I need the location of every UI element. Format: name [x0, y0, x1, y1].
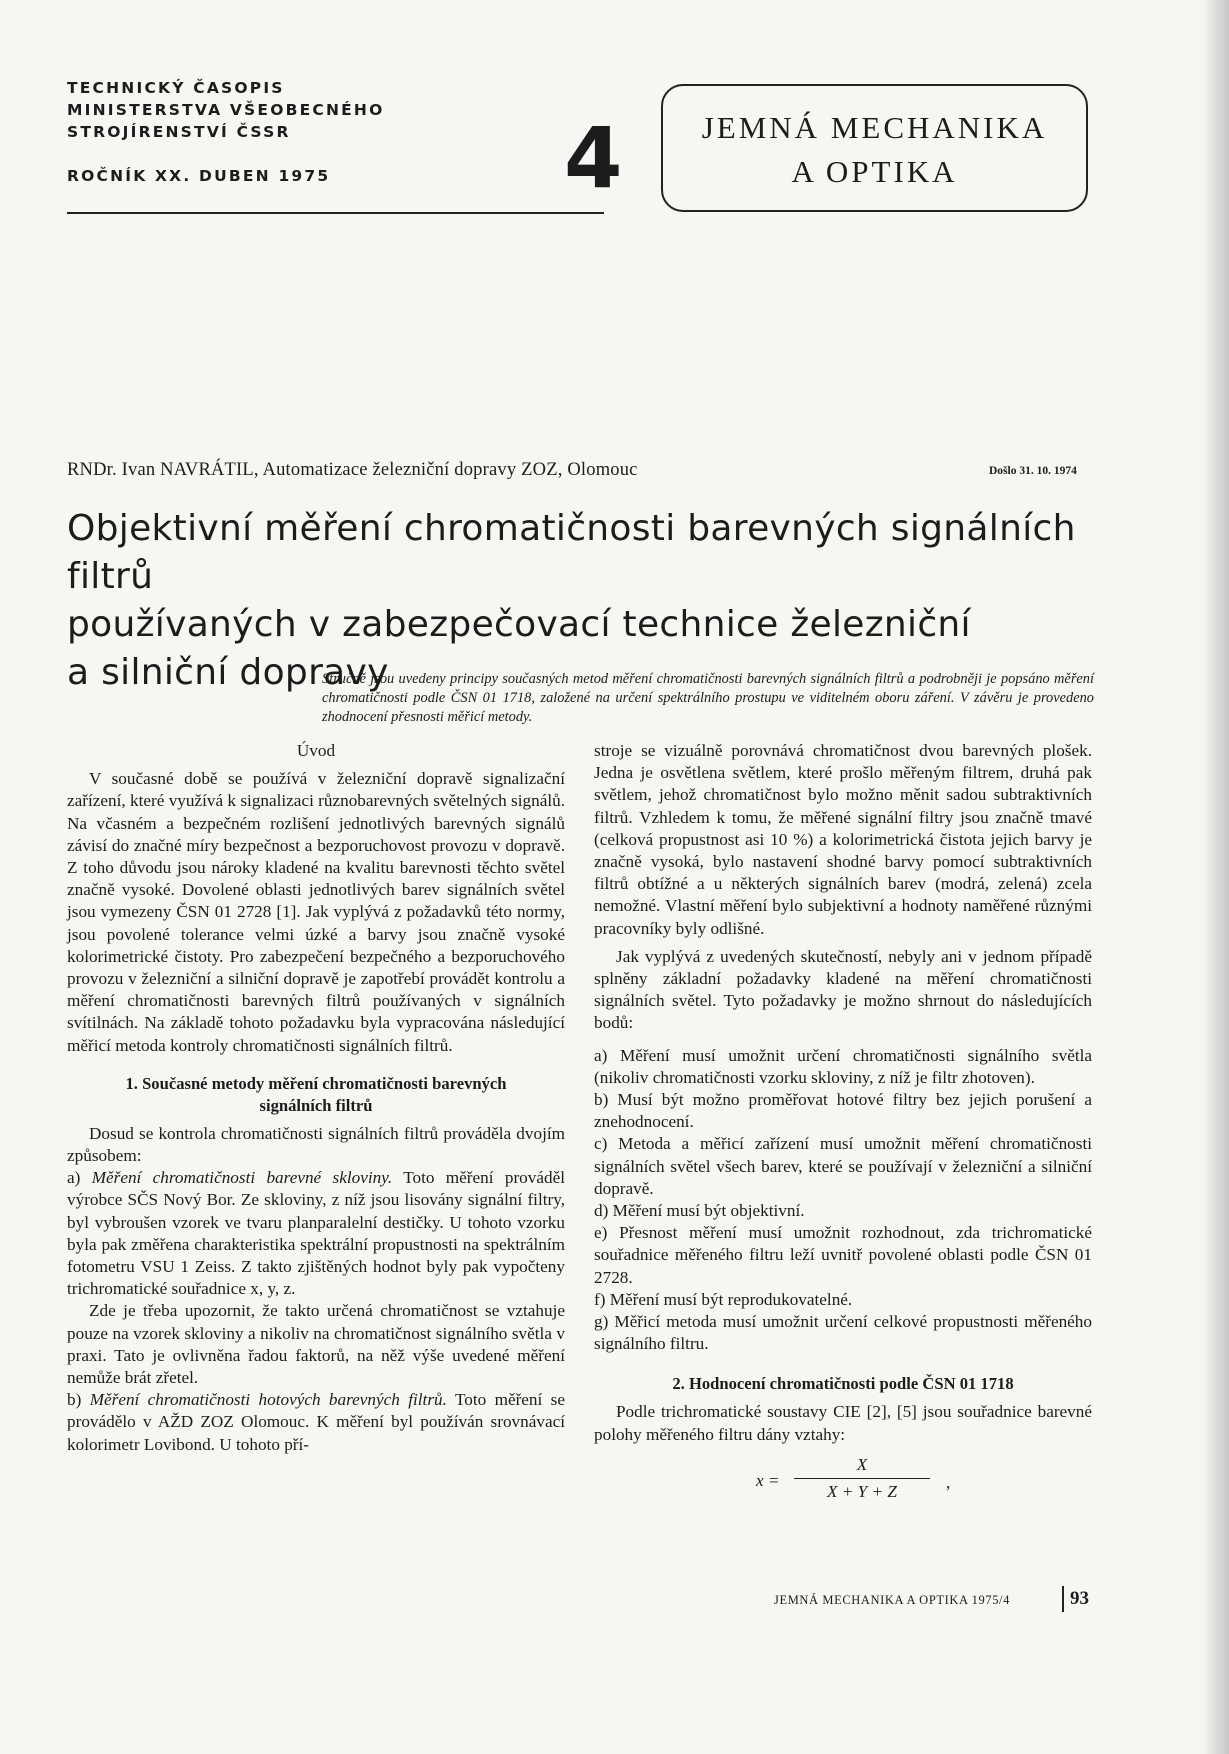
right-paragraph-2: Jak vyplývá z uvedených skutečností, nebyly ani v jednom případě splněny základní požadavky kladené na měření chromatičnosti signálních světel. Tyto požadavky je možno shrnout do následujících bodů:	[594, 946, 1092, 1033]
right-column	[594, 740, 1092, 1506]
intro-heading: Úvod	[296, 741, 336, 760]
section-1-paragraph-1: Dosud se kontrola chromatičnosti signálních filtrů prováděla dvojím způsobem:	[67, 1123, 565, 1166]
article-title	[67, 505, 1097, 697]
item-b	[67, 1389, 565, 1456]
item-b-label: b)	[67, 1390, 90, 1410]
item-a-italic: Měření chromatičnosti barevné skloviny.	[91, 1168, 393, 1188]
section-1-heading-line-1: 1. Současné metody měření chromatičnosti barevných	[125, 1073, 507, 1093]
requirement-a: a) Měření musí umožnit určení chromatičnosti signálního světla (nikoliv chromatičnosti vzorku skloviny, z níž je filtr zhotoven).	[594, 1045, 1092, 1087]
masthead-line-2: MINISTERSTVA VŠEOBECNÉHO	[67, 101, 385, 119]
masthead-line-3: STROJÍRENSTVÍ ČSSR	[67, 123, 291, 141]
masthead-publisher	[67, 77, 384, 187]
page-number: 93	[1070, 1588, 1089, 1609]
formula-fraction	[794, 1454, 930, 1503]
formula-comma: ,	[946, 1472, 951, 1492]
section-1-heading-line-2: signálních filtrů	[259, 1095, 373, 1115]
footer-journal: JEMNÁ MECHANIKA A OPTIKA 1975/4	[774, 1593, 1010, 1607]
journal-title-line-1: JEMNÁ MECHANIKA	[701, 110, 1048, 145]
item-a-text: Toto měření prováděl výrobce SČS Nový Bor. Ze skloviny, z níž jsou lisovány signální filtry, byl vybroušen vzorek ve tvaru planparalelní destičky. U tohoto vzorku byla pak změřena charakteristika spektrální propustnosti na spektrálním fotometru VSU 1 Zeiss. Z takto zjištěných hodnot byly pak vypočteny trichromatické souřadnice x, y, z.	[67, 1168, 565, 1299]
masthead-rule	[67, 212, 604, 214]
section-1-paragraph-2: Zde je třeba upozornit, že takto určená chromatičnost se vztahuje pouze na vzorek skloviny a nikoliv na chromatičnost signálního světla v praxi. Tato je ovlivněna řadou faktorů, na něž výše uvedené měření nemůže brát zřetel.	[67, 1301, 565, 1388]
abstract: Stručně jsou uvedeny principy současných metod měření chromatičnosti barevných signálních filtrů a podrobněji je popsáno měření chromatičnosti podle ČSN 01 1718, založené na určení spektrálního prostupu ve viditelném oboru záření. V závěru je provedeno zhodnocení přesnosti měřicí metody.	[322, 671, 1094, 725]
formula-numerator: X	[794, 1454, 930, 1479]
page-edge-shadow	[1203, 0, 1229, 1754]
item-a-label: a)	[67, 1168, 92, 1188]
right-paragraph-1: stroje se vizuálně porovnává chromatičnost dvou barevných plošek. Jedna je osvětlena světlem, které prošlo měřeným filtrem, druhá pak světlem, jehož chromatičnost bylo možno měnit sadou subtraktivních filtrů. Vzhledem k tomu, že měřené signální filtry jsou značně tmavé (celková propustnost asi 10 %) a kolorimetrická čistota jejich barvy je značně vysoká, bylo nastavení shodné barvy pomocí subtraktivních filtrů obtížné a u některých signálních barev (modrá, zelená) zcela nemožné. Vlastní měření bylo subjektivní a hodnoty naměřené různými pracovníky byly odlišné.	[594, 741, 1092, 938]
formula-lhs: x =	[756, 1470, 780, 1490]
requirement-c: c) Metoda a měřicí zařízení musí umožnit měření chromatičnosti signálních světel všech barev, které se používají v železniční a silniční dopravě.	[594, 1134, 1092, 1198]
requirement-b: b) Musí být možno proměřovat hotové filtry bez jejich porušení a znehodnocení.	[594, 1090, 1092, 1132]
footer-separator	[1062, 1586, 1064, 1612]
requirement-f: f) Měření musí být reprodukovatelné.	[594, 1289, 853, 1309]
title-line-1: Objektivní měření chromatičnosti barevných signálních filtrů	[67, 508, 1076, 597]
author-byline: RNDr. Ivan NAVRÁTIL, Automatizace železniční dopravy ZOZ, Olomouc	[67, 460, 638, 480]
journal-title-line-2: A OPTIKA	[791, 154, 958, 189]
requirement-e: e) Přesnost měření musí umožnit rozhodnout, zda trichromatické souřadnice měřeného filtru leží uvnitř povolené oblasti podle ČSN 01 2728.	[594, 1223, 1092, 1287]
requirement-g: g) Měřicí metoda musí umožnit určení celkové propustnosti měřeného signálního filtru.	[594, 1312, 1092, 1354]
chromaticity-formula	[594, 1454, 1092, 1506]
masthead-line-1: TECHNICKÝ ČASOPIS	[67, 79, 285, 97]
journal-title-box	[661, 84, 1088, 212]
intro-paragraph: V současné době se používá v železniční dopravě signalizační zařízení, které využívá k signalizaci různobarevných světelných signálů. Na včasném a bezpečném rozlišení jednotlivých barevných signálů závisí do značné míry bezpečnost a bezporuchovost provozu v dopravě. Z toho důvodu jsou nároky kladené na kvalitu barevnosti těchto světel značně vysoké. Dovolené oblasti jednotlivých barev signálních světel jsou vymezeny ČSN 01 2728 [1]. Jak vyplývá z požadavků této normy, jsou povolené tolerance velmi úzké a barvy jsou značně vysoké kolorimetrické čistoty. Pro zabezpečení bezpečného a bezporuchového provozu v železniční a silniční dopravě je zapotřebí provádět kontrolu a měření chromatičnosti barevných filtrů používaných v signálních svítilnách. Na základě tohoto požadavku byla vypracována následující měřicí metoda kontroly chromatičnosti signálních filtrů.	[67, 769, 565, 1055]
title-line-2: používaných v zabezpečovací technice železniční	[67, 604, 971, 645]
received-date: Došlo 31. 10. 1974	[989, 465, 1077, 477]
item-a	[67, 1167, 565, 1300]
issue-number: 4	[564, 109, 623, 207]
title-line-3: a silniční dopravy	[67, 652, 389, 693]
section-2-heading: 2. Hodnocení chromatičnosti podle ČSN 01 1718	[672, 1374, 1014, 1394]
requirement-d: d) Měření musí být objektivní.	[594, 1201, 805, 1221]
left-column	[67, 740, 565, 1456]
item-b-text: Toto měření se provádělo v AŽD ZOZ Olomouc. K měření byl používán srovnávací kolorimetr Lovibond. U tohoto pří-	[67, 1390, 565, 1454]
section-2-paragraph-1: Podle trichromatické soustavy CIE [2], [5] jsou souřadnice barevné polohy měřeného filtru dány vztahy:	[594, 1402, 1092, 1444]
section-1-heading	[67, 1073, 565, 1117]
issue-volume-date: ROČNÍK XX. DUBEN 1975	[67, 167, 331, 185]
formula-denominator: X + Y + Z	[826, 1482, 897, 1502]
item-b-italic: Měření chromatičnosti hotových barevných filtrů.	[89, 1390, 447, 1410]
